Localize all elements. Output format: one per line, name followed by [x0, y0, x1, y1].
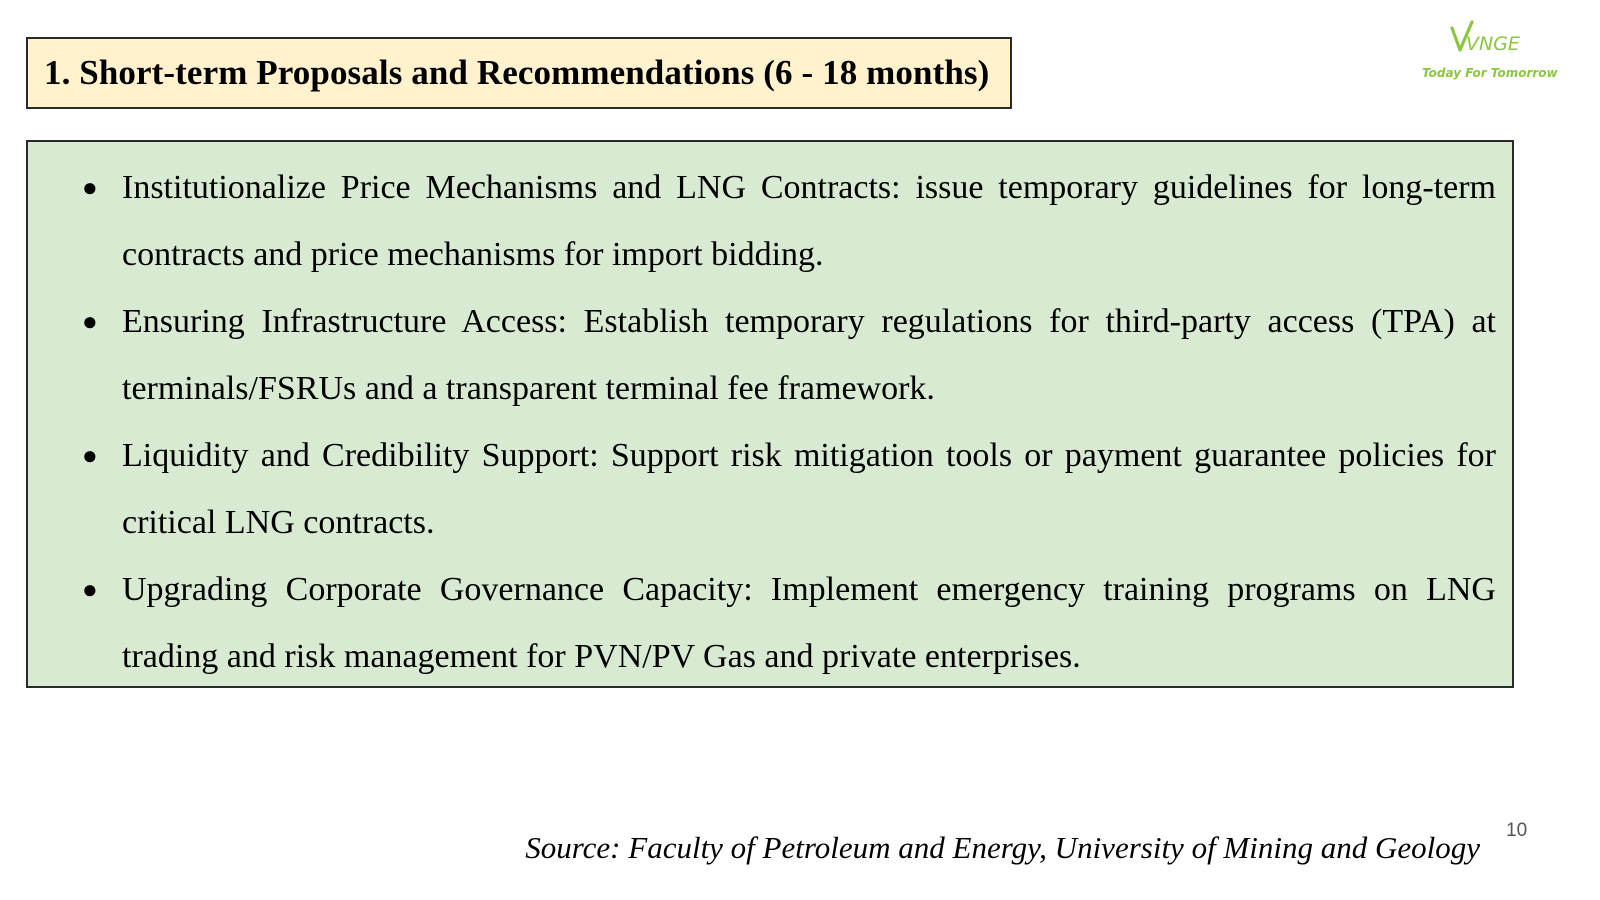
slide-title: 1. Short-term Proposals and Recommendations (6 - 18 months): [44, 53, 990, 92]
bullet-item: [48, 422, 1496, 556]
bullet-marker: ●: [82, 307, 98, 336]
bullet-text: Upgrading Corporate Governance Capacity: Implement emergency training programs on LNG trading and risk management for PVN/PV Gas and private enterprises.: [122, 571, 1496, 675]
title-box: [26, 37, 1012, 109]
content-box: [26, 140, 1514, 688]
bullet-text: Ensuring Infrastructure Access: Establish temporary regulations for third-party access (TPA) at terminals/FSRUs and a transparent terminal fee framework.: [122, 303, 1496, 407]
bullet-item: [48, 154, 1496, 288]
page-number: 10: [1506, 820, 1528, 841]
vnge-logo-icon: [1450, 18, 1530, 64]
bullet-item: [48, 556, 1496, 690]
bullet-marker: ●: [82, 575, 98, 604]
bullet-text: Institutionalize Price Mechanisms and LNG Contracts: issue temporary guidelines for long-term contracts and price mechanisms for import bidding.: [122, 169, 1496, 273]
bullet-text: Liquidity and Credibility Support: Support risk mitigation tools or payment guarantee policies for critical LNG contracts.: [122, 437, 1496, 541]
bullet-item: [48, 288, 1496, 422]
source-citation: Source: Faculty of Petroleum and Energy, University of Mining and Geology: [525, 830, 1480, 865]
bullet-marker: ●: [82, 441, 98, 470]
bullet-marker: ●: [82, 173, 98, 202]
logo-brand-text: VNGE: [1466, 33, 1520, 55]
logo-tagline: Today For Tomorrow: [1422, 66, 1558, 80]
vnge-logo: [1420, 18, 1570, 88]
bullet-list: [48, 154, 1496, 690]
